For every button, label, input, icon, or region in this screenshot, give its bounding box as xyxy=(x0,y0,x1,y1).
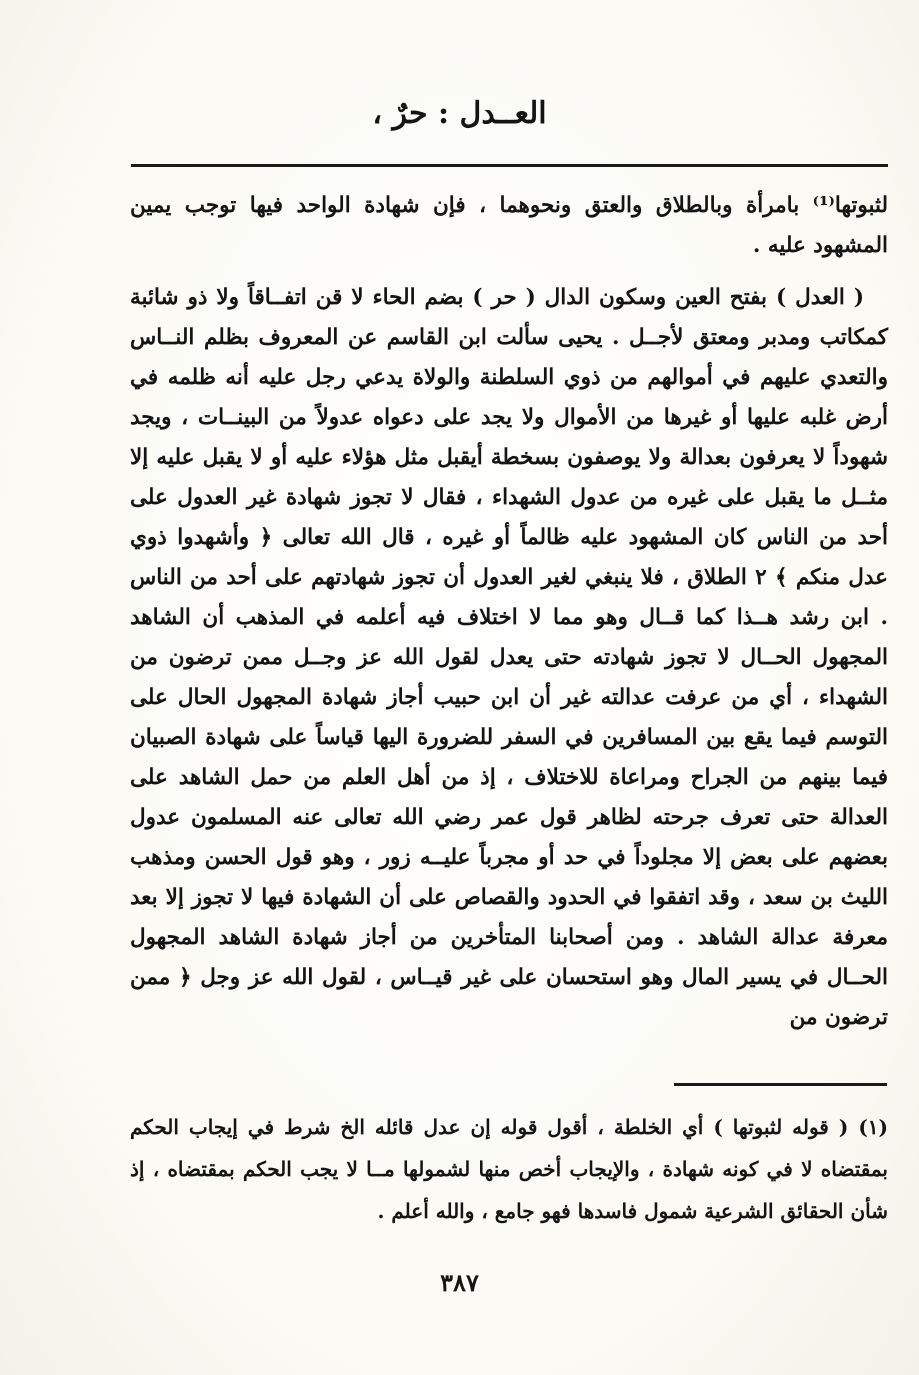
header-divider xyxy=(131,164,888,167)
footnote-text: (١) ( قوله لثبوتها ) أي الخلطة ، أقول قوله إن عدل قائله الخ شرط في إيجاب الحكم بمقتضاه لا في كونه شهادة ، والإيجاب أخص منها لشمولها مــا لا يجب الحكم بمقتضاه ، إذ شأن الحقائق الشرعية شمول فاسدها فهو جامع ، والله أعلم . xyxy=(130,1115,888,1223)
page-title: العــدل : حرٌ ، xyxy=(372,96,547,131)
main-text xyxy=(130,186,888,1038)
paragraph-continuation: لثبوتها⁽¹⁾ بامرأة وبالطلاق والعتق ونحوهما ، فإن شهادة الواحد فيها توجب يمين المشهود عليه . xyxy=(130,193,888,258)
footnote xyxy=(130,1106,888,1232)
footnote-divider xyxy=(674,1083,887,1086)
page-number: ٣٨٧ xyxy=(440,1268,479,1297)
paragraph-commentary: ( العدل ) بفتح العين وسكون الدال ( حر ) بضم الحاء لا قن اتفــاقاً ولا ذو شائبة كمكاتب ومدبر ومعتق لأجــل . يحيى سألت ابن القاسم عن المعروف بظلم النــاس والتعدي عليهم في أموالهم من ذوي السلطنة والولاة يدعي رجل عليه أنه ظلمه في أرض غلبه عليها أو غيرها من الأموال ولا يجد على دعواه عدولاً من البينــات ، ويجد شهوداً لا يعرفون بعدالة ولا يوصفون بسخطة أيقبل مثل هؤلاء عليه أو لا يقبل عليه إلا مثــل ما يقبل على غيره من عدول الشهداء ، فقال لا تجوز شهادة غير العدول على أحد من الناس كان المشهود عليه ظالماً أو غيره ، قال الله تعالى ﴿ وأشهدوا ذوي عدل منكم ﴾ ٢ الطلاق ، فلا ينبغي لغير العدول أن تجوز شهادتهم على أحد من الناس . ابن رشد هــذا كما قــال وهو مما لا اختلاف فيه أعلمه في المذهب أن الشاهد المجهول الحــال لا تجوز شهادته حتى يعدل لقول الله عز وجــل ممن ترضون من الشهداء ، أي من عرفت عدالته غير أن ابن حبيب أجاز شهادة المجهول الحال على التوسم فيما يقع بين المسافرين في السفر للضرورة اليها قياساً على شهادة الصبيان فيما بينهم من الجراح ومراعاة للاختلاف ، إذ من أهل العلم من حمل الشاهد على العدالة حتى تعرف جرحته لظاهر قول عمر رضي الله تعالى عنه المسلمون عدول بعضهم على بعض إلا مجلوداً في حد أو مجرباً عليــه زور ، وهو قول الحسن ومذهب الليث بن سعد ، وقد اتفقوا في الحدود والقصاص على أن الشهادة فيها لا تجوز إلا بعد معرفة عدالة الشاهد . ومن أصحابنا المتأخرين من أجاز شهادة الشاهد المجهول الحــال في يسير المال وهو استحسان على غير قيــاس ، لقول الله عز وجل ﴿ ممن ترضون من xyxy=(130,285,888,1030)
